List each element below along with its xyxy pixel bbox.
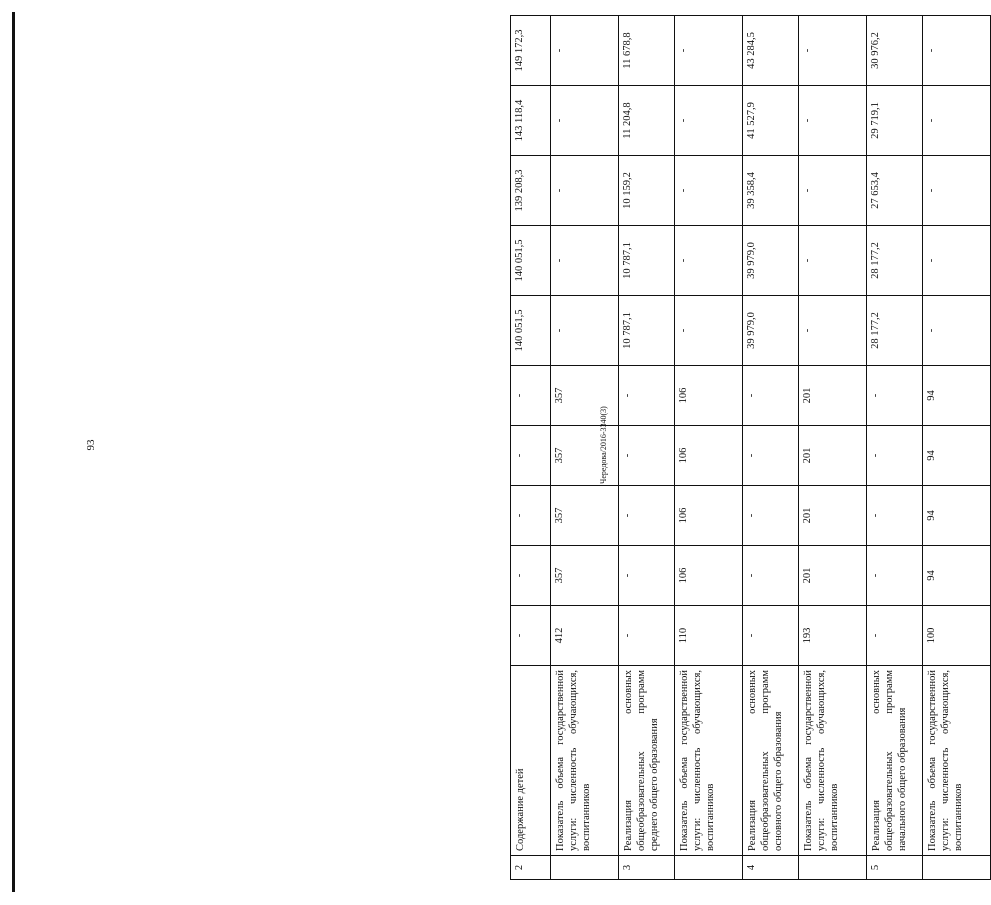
row-number: 3 [619,856,675,880]
table-cell: 357 [551,366,619,426]
table-cell: - [867,606,923,666]
table-cell: - [799,226,867,296]
table-cell: 106 [675,426,743,486]
table-cell: - [511,546,551,606]
table-cell: - [619,546,675,606]
table-cell: 201 [799,546,867,606]
table-cell: 39 979,0 [743,226,799,296]
table-cell: 100 [923,606,991,666]
table-cell: - [551,296,619,366]
table-cell: - [551,16,619,86]
row-name: Реализация основных общеобразовательных программ основного общего образования [743,666,799,856]
table-cell: - [799,296,867,366]
table-cell: 106 [675,366,743,426]
table-cell: - [675,156,743,226]
row-name: Показатель объема государственной услуги: численность обучающихся, воспитанников [675,666,743,856]
table-cell: - [619,486,675,546]
table-cell: 357 [551,486,619,546]
row-number: 5 [867,856,923,880]
table-cell: 30 976,2 [867,16,923,86]
table-cell: - [675,296,743,366]
row-name: Показатель объема государственной услуги: численность обучающихся, воспитанников [551,666,619,856]
table-cell: 139 208,3 [511,156,551,226]
table-cell: - [799,16,867,86]
table-cell: 11 204,8 [619,86,675,156]
row-name: Реализация основных общеобразовательных программ среднего общего образования [619,666,675,856]
table-cell: - [799,156,867,226]
table-cell: 27 653,4 [867,156,923,226]
table-cell: - [511,366,551,426]
table-cell: - [799,86,867,156]
document-reference-note: Чередова/2016-3340(3) [599,406,608,484]
table-cell: - [743,366,799,426]
table-cell: - [675,86,743,156]
table-cell: 28 177,2 [867,226,923,296]
table-cell: 106 [675,546,743,606]
row-number [675,856,743,880]
row-name: Показатель объема государственной услуги: численность обучающихся, воспитанников [799,666,867,856]
table-cell: - [511,606,551,666]
table-cell: 140 051,5 [511,296,551,366]
table-cell: - [867,486,923,546]
table-row [511,16,551,880]
table-cell: 140 051,5 [511,226,551,296]
table-cell: - [743,606,799,666]
table-cell: - [511,426,551,486]
table-cell: 10 787,1 [619,296,675,366]
table-cell: 201 [799,486,867,546]
table-row [551,16,619,880]
table-cell: - [743,486,799,546]
table-cell: - [867,366,923,426]
table-cell: 39 358,4 [743,156,799,226]
row-name: Показатель объема государственной услуги: численность обучающихся, воспитанников [923,666,991,856]
table-cell: 39 979,0 [743,296,799,366]
table-cell: 28 177,2 [867,296,923,366]
table-row [675,16,743,880]
table-cell: - [743,546,799,606]
table-cell: 94 [923,366,991,426]
table-cell: - [923,86,991,156]
row-number [923,856,991,880]
table-cell: - [675,226,743,296]
table-cell: 357 [551,546,619,606]
table-cell: - [619,426,675,486]
table-cell: 11 678,8 [619,16,675,86]
table-cell: - [675,16,743,86]
table-cell: 94 [923,426,991,486]
table-cell: 201 [799,366,867,426]
table-cell: - [867,546,923,606]
table-cell: 10 787,1 [619,226,675,296]
page-number: 93 [85,439,97,451]
table-cell: - [867,426,923,486]
table-cell: - [511,486,551,546]
table-cell: 412 [551,606,619,666]
table-cell: - [923,296,991,366]
table-cell: 106 [675,486,743,546]
table-cell: 193 [799,606,867,666]
table-cell: 149 172,3 [511,16,551,86]
table-cell: 143 118,4 [511,86,551,156]
table-cell: 41 527,9 [743,86,799,156]
table-cell: 110 [675,606,743,666]
table-row [923,16,991,880]
table-cell: 357 [551,426,619,486]
table-cell: 29 719,1 [867,86,923,156]
table-cell: - [923,156,991,226]
budget-table [510,15,991,880]
table-cell: - [743,426,799,486]
row-name: Реализация основных общеобразовательных программ начального общего образования [867,666,923,856]
table-cell: 10 159,2 [619,156,675,226]
rotated-table-container [510,20,965,880]
table-cell: - [551,226,619,296]
table-cell: 201 [799,426,867,486]
table-cell: - [923,16,991,86]
page-margin-rule [12,12,15,892]
table-cell: - [619,606,675,666]
table-row [799,16,867,880]
table-cell: 43 284,5 [743,16,799,86]
row-number: 4 [743,856,799,880]
table-row [867,16,923,880]
row-name: Содержание детей [511,666,551,856]
row-number [799,856,867,880]
table-row [743,16,799,880]
row-number: 2 [511,856,551,880]
table-cell: - [551,86,619,156]
table-row [619,16,675,880]
table-cell: - [619,366,675,426]
row-number [551,856,619,880]
table-cell: 94 [923,546,991,606]
table-cell: - [551,156,619,226]
table-cell: 94 [923,486,991,546]
table-cell: - [923,226,991,296]
